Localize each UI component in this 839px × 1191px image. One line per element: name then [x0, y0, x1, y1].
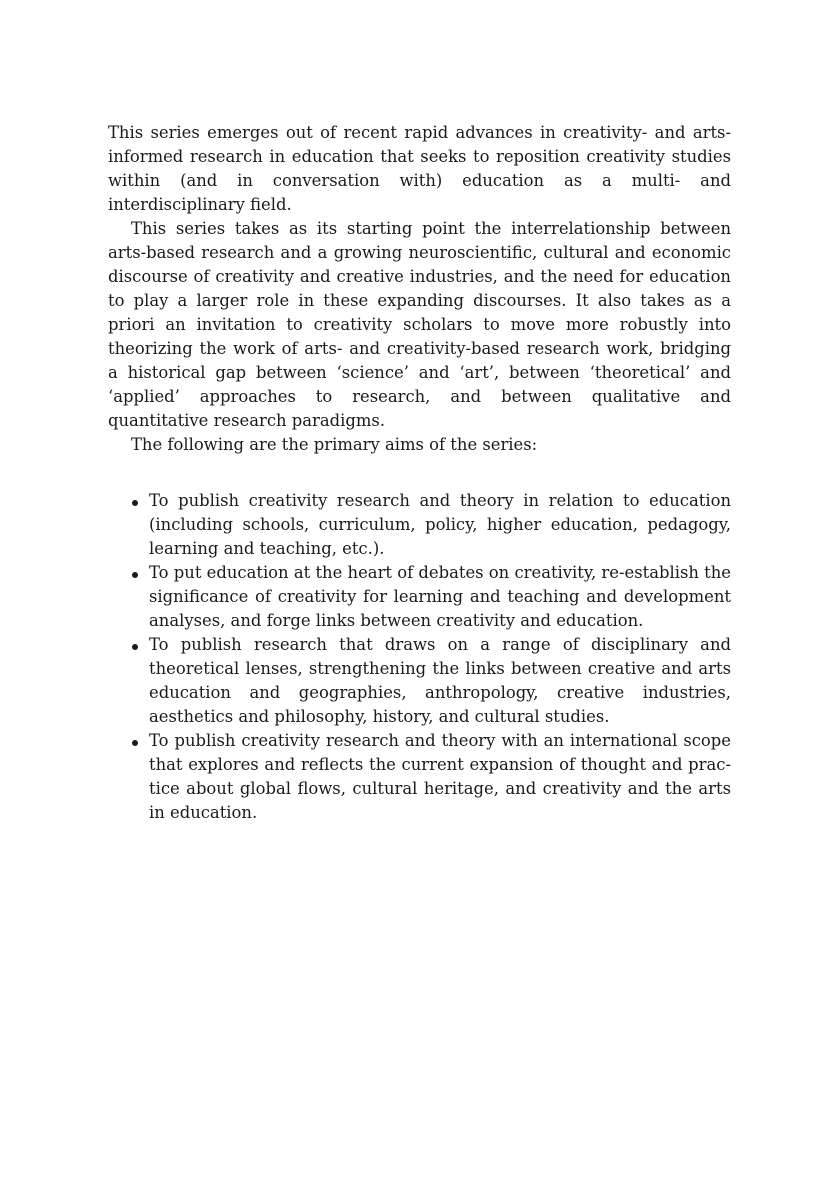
intro-paragraph: This series emerges out of recent rapid advances in creativity- and arts-informed research in education that seeks to reposition creativity studies within (and in conversation with) education as a multi- and interdisciplinary field.: [108, 123, 731, 214]
series-description: [108, 121, 731, 825]
aim-text: To publish creativity research and theory in relation to education (including schools, curriculum, policy, higher education, pedagogy, learning and teaching, etc.).: [149, 491, 731, 558]
list-item: [108, 489, 731, 561]
list-item: [108, 729, 731, 825]
bullet-icon: [132, 500, 138, 506]
bullet-icon: [132, 740, 138, 746]
list-item: [108, 561, 731, 633]
aim-text: To publish research that draws on a range of disciplinary and theoretical lenses, strengthening the links between creative and arts education and geographies, anthropology, creative industries, aesthetics and philosophy, history, and cultural studies.: [149, 635, 731, 726]
bullet-icon: [132, 572, 138, 578]
aims-list: [108, 489, 731, 825]
aims-intro-paragraph: The following are the primary aims of the series:: [131, 435, 538, 454]
aim-text: To put education at the heart of debates on creativity, re-establish the significance of creativity for learning and teaching and development analyses, and forge links between creativity and education.: [149, 563, 731, 630]
aim-text: To publish creativity research and theory with an international scope that explores and reflects the current expansion of thought and practice about global flows, cultural heritage, and creativity and the arts in education.: [149, 731, 731, 822]
list-item: [108, 633, 731, 729]
starting-point-paragraph: This series takes as its starting point the interrelationship between arts-based research and a growing neuroscientific, cultural and economic discourse of creativity and creative industries, and the need for education to play a larger role in these expanding discourses. It also takes as a priori an invitation to creativity scholars to move more robustly into theorizing the work of arts- and creativity-based research work, bridging a historical gap between ‘science’ and ‘art’, between ‘theoretical’ and ‘applied’ approaches to research, and between qualitative and quantitative research paradigms.: [108, 219, 731, 430]
bullet-icon: [132, 644, 138, 650]
